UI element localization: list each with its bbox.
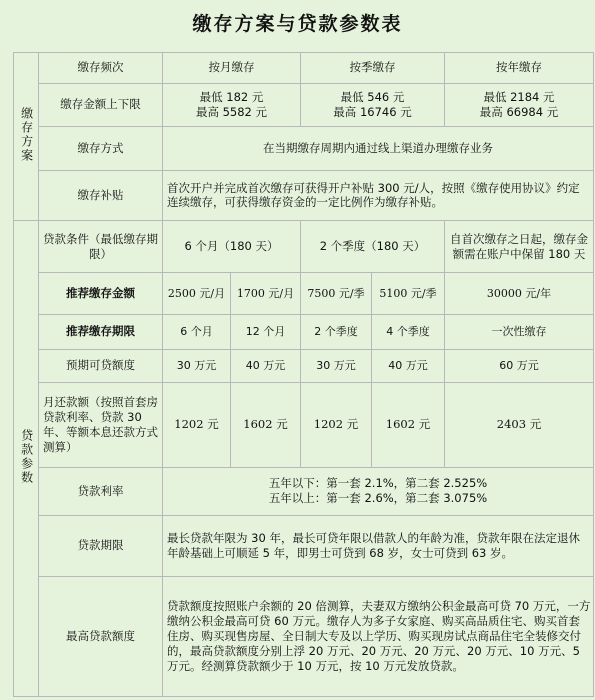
deposit-group-label: 缴存方案 <box>19 106 34 163</box>
rec-period-cell: 12 个月 <box>231 314 301 349</box>
limits-yearly-max: 最高 66984 元 <box>479 104 559 119</box>
subsidy-row <box>14 170 594 220</box>
rec-amount-cell: 7500 元/季 <box>301 273 372 314</box>
rec-period-cell: 6 个月 <box>163 314 231 349</box>
rec-amount-row <box>14 273 594 314</box>
term-value: 最长贷款年限为 30 年，最长可贷年限以借款人的年龄为准，贷款年限在法定退休年龄基础上可顺延 5 年，即男士可贷到 68 岁，女士可贷到 63 岁。 <box>163 515 594 576</box>
rec-period-label: 推荐缴存期限 <box>39 314 163 349</box>
limits-monthly-max: 最高 5582 元 <box>195 104 268 119</box>
rec-amount-cell: 30000 元/年 <box>445 273 594 314</box>
expected-cell: 30 万元 <box>163 349 231 382</box>
expected-cell: 40 万元 <box>231 349 301 382</box>
rec-amount-cell: 2500 元/月 <box>163 273 231 314</box>
repay-cell: 1202 元 <box>301 382 372 467</box>
term-row <box>14 515 594 576</box>
max-label: 最高贷款额度 <box>39 576 163 696</box>
deposit-group-cell <box>14 53 39 221</box>
rate-label: 贷款利率 <box>39 467 163 515</box>
header-row <box>14 53 594 84</box>
condition-monthly: 6 个月（180 天） <box>163 221 301 273</box>
rec-amount-cell: 1700 元/月 <box>231 273 301 314</box>
params-table <box>13 52 594 697</box>
condition-yearly: 自首次缴存之日起，缴存金额需在账户中保留 180 天 <box>445 221 594 273</box>
rec-period-cell: 2 个季度 <box>301 314 372 349</box>
repay-label: 月还款额（按照首套房贷款利率、贷款 30 年、等额本息还款方式测算） <box>39 382 163 467</box>
rec-period-row <box>14 314 594 349</box>
limits-quarterly-min: 最低 546 元 <box>340 89 405 104</box>
max-row <box>14 576 594 696</box>
rec-amount-label: 推荐缴存金额 <box>39 273 163 314</box>
loan-group-cell <box>14 221 39 697</box>
condition-label: 贷款条件（最低缴存期限） <box>39 221 163 273</box>
method-value: 在当期缴存周期内通过线上渠道办理缴存业务 <box>163 127 594 171</box>
limits-monthly-min: 最低 182 元 <box>199 89 264 104</box>
repay-cell: 1202 元 <box>163 382 231 467</box>
limits-quarterly-max: 最高 16746 元 <box>333 104 412 119</box>
repay-row <box>14 382 594 467</box>
rec-amount-cell: 5100 元/季 <box>372 273 445 314</box>
expected-label: 预期可贷额度 <box>39 349 163 382</box>
term-label: 贷款期限 <box>39 515 163 576</box>
loan-group-label: 贷款参数 <box>19 428 34 485</box>
header-yearly: 按年缴存 <box>445 53 594 84</box>
limits-label: 缴存金额上下限 <box>39 83 163 127</box>
condition-quarterly: 2 个季度（180 天） <box>301 221 445 273</box>
subsidy-value: 首次开户并完成首次缴存可获得开户补贴 300 元/人，按照《缴存使用协议》约定连续缴存，可获得缴存资金的一定比例作为缴存补贴。 <box>163 170 594 220</box>
header-monthly: 按月缴存 <box>163 53 301 84</box>
repay-cell: 1602 元 <box>231 382 301 467</box>
rate-line: 五年以上：第一套 2.6%，第二套 3.075% <box>268 491 488 506</box>
condition-row <box>14 221 594 273</box>
repay-cell: 2403 元 <box>445 382 594 467</box>
limits-yearly <box>445 83 594 127</box>
freq-label: 缴存频次 <box>39 53 163 84</box>
rec-period-cell: 4 个季度 <box>372 314 445 349</box>
rec-period-cell: 一次性缴存 <box>445 314 594 349</box>
limits-quarterly <box>301 83 445 127</box>
rate-row <box>14 467 594 515</box>
expected-row <box>14 349 594 382</box>
rate-value <box>163 467 594 515</box>
method-row <box>14 127 594 171</box>
header-quarterly: 按季缴存 <box>301 53 445 84</box>
repay-cell: 1602 元 <box>372 382 445 467</box>
expected-cell: 30 万元 <box>301 349 372 382</box>
rate-line: 五年以下：第一套 2.1%，第二套 2.525% <box>268 476 488 491</box>
limits-yearly-min: 最低 2184 元 <box>483 89 555 104</box>
limits-monthly <box>163 83 301 127</box>
subsidy-label: 缴存补贴 <box>39 170 163 220</box>
max-value: 贷款额度按照账户余额的 20 倍测算，夫妻双方缴纳公积金最高可贷 70 万元，一方缴纳公积金最高可贷 60 万元。缴存人为多子女家庭、购买高品质住宅、购买首套住房、购买现售房屋、全日制大专及以上学历、购买现房试点商品住宅全装修交付的，最高贷款额度分别上浮 20 万元、20 万元、20 万元、20 万元、10 万元、5 万元。经测算贷款额少于 10 万元，按 10 万元发放贷款。 <box>163 576 594 696</box>
limits-row <box>14 83 594 127</box>
method-label: 缴存方式 <box>39 127 163 171</box>
page-title: 缴存方案与贷款参数表 <box>192 13 403 35</box>
expected-cell: 40 万元 <box>372 349 445 382</box>
expected-cell: 60 万元 <box>445 349 594 382</box>
